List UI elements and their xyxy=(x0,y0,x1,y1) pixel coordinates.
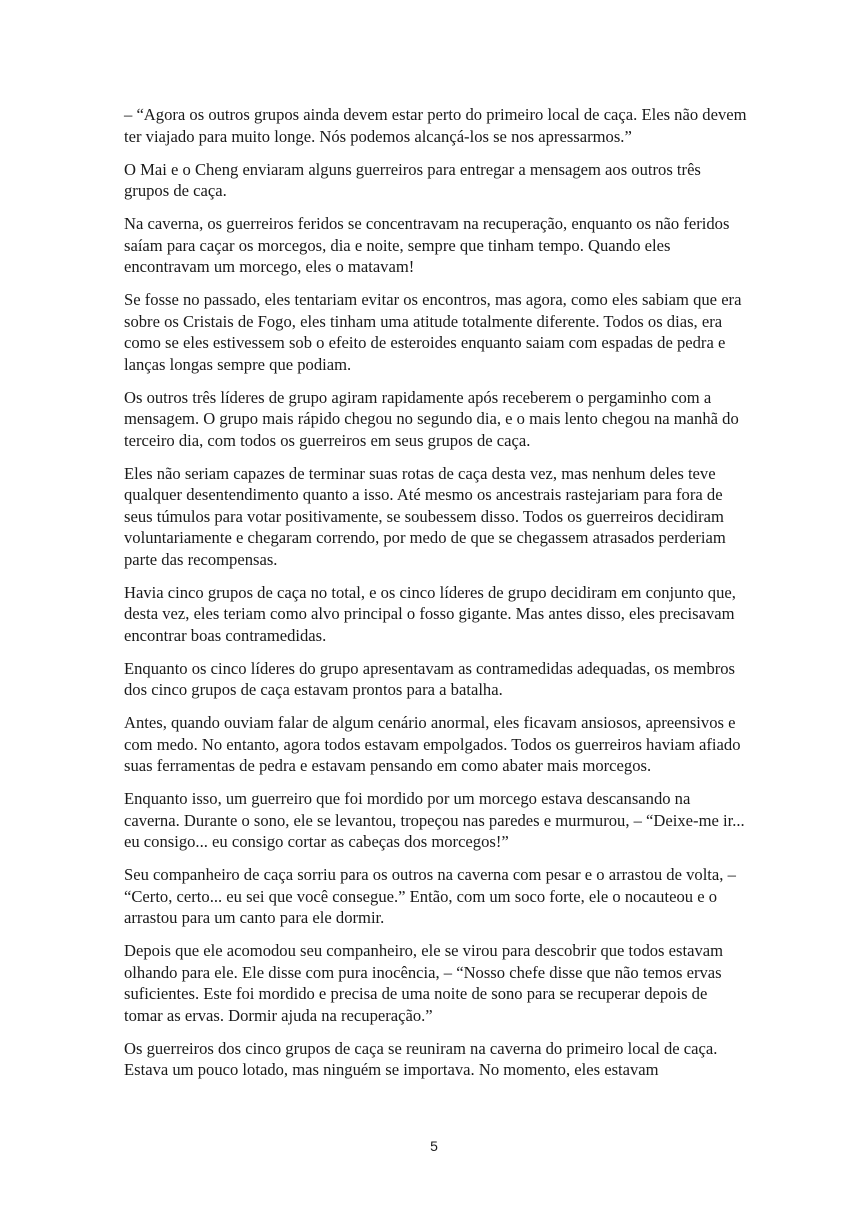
paragraph: Eles não seriam capazes de terminar suas rotas de caça desta vez, mas nenhum deles teve qualquer desentendimento quanto a isso. Até mesmo os ancestrais rastejariam para fora de seus túmulos para votar positivamente, se soubessem disso. Todos os guerreiros decidiram voluntariamente e chegaram correndo, por medo de que se chegassem atrasados perderiam parte das recompensas. xyxy=(124,463,726,569)
paragraph: Enquanto isso, um guerreiro que foi mordido por um morcego estava descansando na caverna. Durante o sono, ele se levantou, tropeçou nas paredes e murmurou, – “Deixe-me ir... eu consigo... eu consigo cortar as cabeças dos morcegos!” xyxy=(124,789,745,851)
paragraph: Os outros três líderes de grupo agiram rapidamente após receberem o pergaminho com a mensagem. O grupo mais rápido chegou no segundo dia, e o mais lento chegou na manhã do terceiro dia, com todos os guerreiros em seus grupos de caça. xyxy=(124,387,739,450)
page-body xyxy=(124,104,748,1092)
paragraph: Se fosse no passado, eles tentariam evitar os encontros, mas agora, como eles sabiam que era sobre os Cristais de Fogo, eles tinham uma atitude totalmente diferente. Todos os dias, era como se eles estivessem sob o efeito de esteroides enquanto saiam com espadas de pedra e lanças longas sempre que podiam. xyxy=(124,290,742,374)
paragraph: Havia cinco grupos de caça no total, e os cinco líderes de grupo decidiram em conjunto que, desta vez, eles teriam como alvo principal o fosso gigante. Mas antes disso, eles precisavam encontrar boas contramedidas. xyxy=(124,582,736,645)
paragraph: Antes, quando ouviam falar de algum cenário anormal, eles ficavam ansiosos, apreensivos e com medo. No entanto, agora todos estavam empolgados. Todos os guerreiros haviam afiado suas ferramentas de pedra e estavam pensando em como abater mais morcegos. xyxy=(124,713,741,775)
paragraph: Os guerreiros dos cinco grupos de caça se reuniram na caverna do primeiro local de caça. Estava um pouco lotado, mas ninguém se importava. No momento, eles estavam xyxy=(124,1038,718,1079)
page-number: 5 xyxy=(430,1138,438,1154)
paragraph: Na caverna, os guerreiros feridos se concentravam na recuperação, enquanto os não feridos saíam para caçar os morcegos, dia e noite, sempre que tinham tempo. Quando eles encontravam um morcego, eles o matavam! xyxy=(124,214,730,276)
paragraph: O Mai e o Cheng enviaram alguns guerreiros para entregar a mensagem aos outros três grupos de caça. xyxy=(124,159,701,200)
paragraph: Enquanto os cinco líderes do grupo apresentavam as contramedidas adequadas, os membros dos cinco grupos de caça estavam prontos para a batalha. xyxy=(124,658,736,699)
paragraph: – “Agora os outros grupos ainda devem estar perto do primeiro local de caça. Eles não devem ter viajado para muito longe. Nós podemos alcançá-los se nos apressarmos.” xyxy=(124,105,747,146)
paragraph: Depois que ele acomodou seu companheiro, ele se virou para descobrir que todos estavam olhando para ele. Ele disse com pura inocência, – “Nosso chefe disse que não temos ervas suficientes. Este foi mordido e precisa de uma noite de sono para se recuperar depois de tomar as ervas. Dormir ajuda na recuperação.” xyxy=(124,941,724,1025)
paragraph: Seu companheiro de caça sorriu para os outros na caverna com pesar e o arrastou de volta, – “Certo, certo... eu sei que você consegue.” Então, com um soco forte, ele o nocauteou e o arrastou para um canto para ele dormir. xyxy=(124,865,736,927)
